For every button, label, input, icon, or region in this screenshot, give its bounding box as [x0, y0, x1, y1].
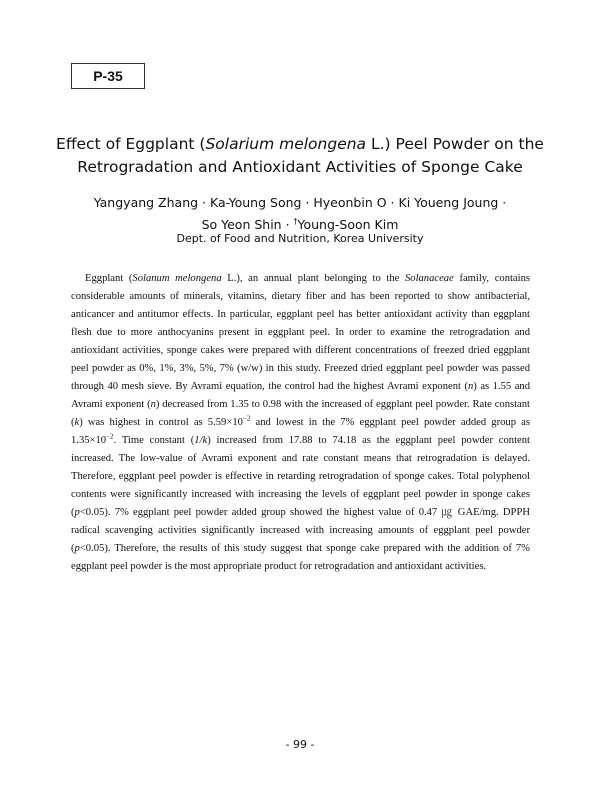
authors-line-2: So Yeon Shin · †Young-Soon Kim — [201, 217, 399, 233]
corresponding-author-dagger: † — [293, 217, 298, 226]
title-line-1: Effect of Eggplant (Solarium melongena L.) Peel Powder on the — [56, 135, 544, 153]
author-list — [40, 193, 560, 234]
abstract-body: Eggplant (Solanum melongena L.), an annual plant belonging to the Solanaceae family, contains considerable amounts of minerals, vitamins, dietary fiber and has been reported to show antibacterial, anticancer and antitumor effects. In particular, eggplant peel has better antioxidant activity than eggplant flesh due to more anthocyanins present in eggplant peel. In order to examine the retrogradation and antioxidant activities, sponge cakes were prepared with different concentrations of freezed dried eggplant peel powder as 0%, 1%, 3%, 5%, 7% (w/w) in this study. Freezed dried eggplant peel powder was passed through 40 mesh sieve. By Avrami equation, the control had the highest Avrami exponent (n) as 1.55 and Avrami exponent (n) decreased from 1.35 to 0.98 with the increased of eggplant peel powder. Rate constant (k) was highest in control as $5.59\times 10^{-2}$ and lowest in the 7% eggplant peel powder added group as $1.35\times 10^{-2}$. Time constant (1/k) increased from 17.88 to 74.18 as the eggplant peel powder content increased. The low-value of Avrami exponent and rate constant means that retrogradation is delayed. Therefore, eggplant peel powder is effective in retarding retrogradation of sponge cakes. Total polyphenol contents were significantly increased with increasing the levels of eggplant peel powder in sponge cakes (p<0.05). 7% eggplant peel powder added group showed the highest value of 0.47 ㎍ GAE/mg. DPPH radical scavenging activities significantly increased with increasing amounts of eggplant peel powder (p<0.05). Therefore, the results of this study suggest that sponge cake prepared with the addition of 7% eggplant peel powder is the most appropriate product for retrogradation and antioxidant activities. — [71, 273, 531, 572]
affiliation: Dept. of Food and Nutrition, Korea University — [176, 232, 424, 245]
page-number: - 99 - — [285, 738, 315, 751]
authors-line-1: Yangyang Zhang · Ka-Young Song · Hyeonbin O · Ki Youeng Joung · — [93, 195, 507, 210]
title-line-2: Retrogradation and Antioxidant Activities of Sponge Cake — [77, 158, 523, 176]
title-species-name: Solarium melongena — [205, 135, 367, 153]
poster-code-box — [71, 63, 145, 89]
poster-code: P-35 — [93, 68, 123, 84]
paper-title — [40, 133, 560, 179]
